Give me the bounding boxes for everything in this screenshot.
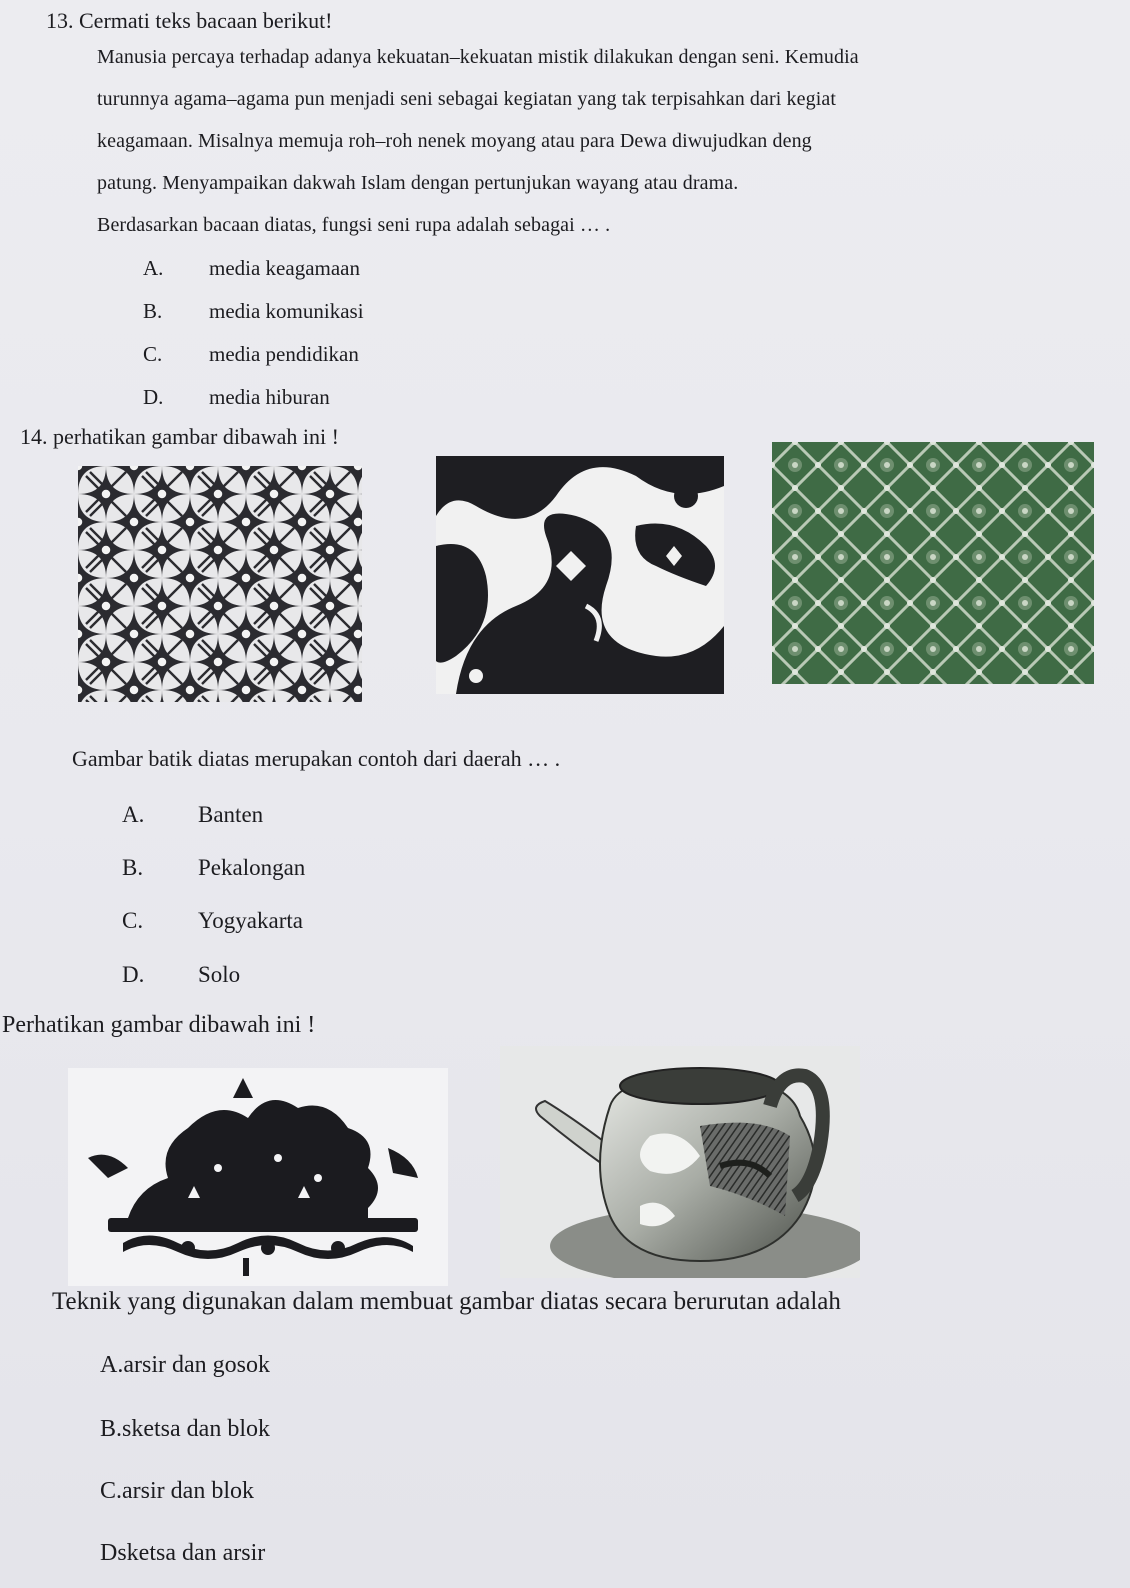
- q14-option-a[interactable]: [122, 802, 263, 828]
- option-letter: D.: [143, 385, 164, 409]
- option-text: arsir dan blok: [122, 1478, 254, 1504]
- q13-question: Berdasarkan bacaan diatas, fungsi seni rupa adalah sebagai … .: [97, 214, 611, 236]
- option-text: media komunikasi: [209, 299, 364, 323]
- option-text: media keagamaan: [209, 256, 360, 280]
- option-text: media pendidikan: [209, 342, 359, 366]
- q13-passage-line-1: Manusia percaya terhadap adanya kekuatan–kekuatan mistik dilakukan dengan seni. Kemudia: [97, 46, 859, 68]
- batik-image-floral: [436, 456, 724, 694]
- q14-option-b[interactable]: [122, 855, 305, 881]
- option-letter: A.: [143, 256, 164, 280]
- q14-option-d[interactable]: [122, 962, 240, 988]
- batik-image-green-lattice: [772, 442, 1094, 684]
- q13-option-b[interactable]: [143, 299, 364, 324]
- option-letter: D.: [122, 962, 145, 987]
- option-letter: B.: [122, 855, 144, 880]
- q14-question: Gambar batik diatas merupakan contoh dari daerah … .: [72, 746, 561, 771]
- q15-option-a[interactable]: [100, 1352, 270, 1379]
- option-letter: B.: [143, 299, 163, 323]
- q13-option-d[interactable]: [143, 385, 330, 410]
- option-text: Solo: [198, 962, 241, 987]
- q13-option-c[interactable]: [143, 342, 359, 367]
- q15-option-d[interactable]: [100, 1540, 265, 1567]
- option-letter: B.: [100, 1416, 123, 1442]
- option-text: sketsa dan arsir: [117, 1540, 266, 1566]
- option-text: media hiburan: [209, 385, 330, 409]
- silhouette-block-image: [68, 1068, 448, 1286]
- q13-passage-line-2: turunnya agama–agama pun menjadi seni sebagai kegiatan yang tak terpisahkan dari kegiat: [97, 88, 836, 110]
- q14-option-c[interactable]: [122, 908, 303, 934]
- batik-image-kawung: [78, 466, 362, 702]
- q13-title: 13. Cermati teks bacaan berikut!: [46, 8, 333, 33]
- q13-passage-line-3: keagamaan. Misalnya memuja roh–roh nenek moyang atau para Dewa diwujudkan deng: [97, 130, 812, 152]
- q13-passage-line-4: patung. Menyampaikan dakwah Islam dengan pertunjukan wayang atau drama.: [97, 172, 739, 194]
- q13-option-a[interactable]: [143, 256, 360, 281]
- option-letter: C.: [100, 1478, 123, 1504]
- q15-option-c[interactable]: [100, 1478, 254, 1505]
- option-text: Yogyakarta: [198, 908, 303, 933]
- option-letter: C.: [143, 342, 163, 366]
- option-letter: D: [100, 1540, 118, 1566]
- option-text: sketsa dan blok: [122, 1416, 270, 1442]
- teapot-shading-image: [500, 1046, 860, 1278]
- option-letter: C.: [122, 908, 144, 933]
- q15-title: Perhatikan gambar dibawah ini !: [2, 1012, 316, 1038]
- option-text: Banten: [198, 802, 264, 827]
- option-text: Pekalongan: [198, 855, 306, 880]
- option-text: arsir dan gosok: [123, 1352, 270, 1378]
- q15-question: Teknik yang digunakan dalam membuat gambar diatas secara berurutan adalah: [52, 1288, 841, 1315]
- option-letter: A.: [100, 1352, 124, 1378]
- q15-option-b[interactable]: [100, 1416, 270, 1443]
- q14-title: 14. perhatikan gambar dibawah ini !: [20, 424, 339, 449]
- option-letter: A.: [122, 802, 145, 827]
